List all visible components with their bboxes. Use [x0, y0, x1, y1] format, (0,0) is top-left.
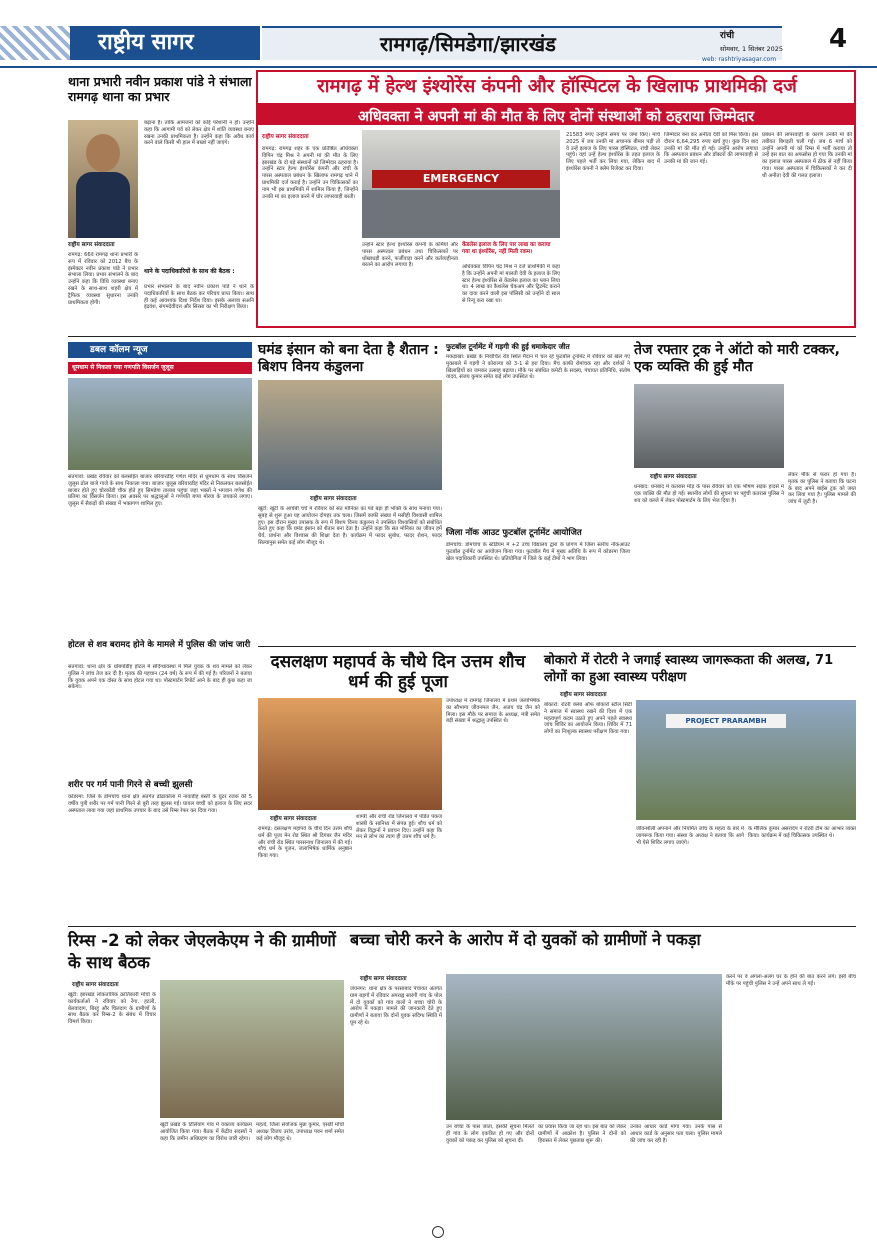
dc-story3-body: कोडरमा: जिले के डोमचांच थाना क्षेत्र अंतर्गत ढोढाकोला में नावाडीह बस्ती के घुटर रजक की 5 वर्षीय पुत्री शरीर पर गर्म पानी गिरने से बुरी तरह झुलस गई। घायल बच्ची को इलाज के लिए सदर अस्पताल लाया गया जहां प्राथमिक उपचार के बाद उसे रिम्स रेफर कर दिया गया। — [68, 794, 252, 814]
main-body-2: उन्होंने स्टार हेल्थ इंश्योरेंस कंपनी के कर्मियों और पारस अस्पताल प्रबंधन तथा चिकित्सकों पर धोखाधड़ी करने, फर्जीवाड़ा करने और कर्तव्यहीनता बरतने का आरोप लगाया है। — [362, 242, 458, 269]
double-column-label: डबल कॉलम न्यूज — [68, 342, 252, 358]
theft-body-3: का प्रयास किया जा रहा था। इस बात को लेकर ग्रामीणों में आक्रोश है। पुलिस ने दोनों को हिरासत में लेकर पूछताछ शुरू की। — [538, 1124, 626, 1144]
ganpati-photo — [68, 378, 252, 470]
bokaro-byline: राष्ट्रीय सागर संवाददाता — [560, 692, 607, 698]
jlkm-meeting-photo — [160, 980, 344, 1118]
jain-puja-photo — [258, 698, 442, 810]
dasalakshan-headline: दसलक्षण महापर्व के चौथे दिन उत्तम शौच धर्म की हुई पूजा — [270, 652, 526, 692]
villagers-photo — [446, 974, 722, 1120]
section-divider-3 — [68, 926, 856, 927]
truck-headline: तेज रफ्तार ट्रक ने ऑटो को मारी टक्कर, एक व्यक्ति की हुई मौत — [634, 342, 840, 375]
bishop-byline: राष्ट्रीय सागर संवाददाता — [310, 496, 357, 502]
main-body-6: प्रबंधन की लापरवाही के कारण उनकी मां की तबीयत बिगड़ती चली गई। जब 6 मार्च को उन्होंने अपनी मां को रिम्स में भर्ती कराया तो उन्हें इस बात का अफसोस हो गया कि उनकी मां का इलाज पारस अस्पताल में ठीक से नहीं किया गया। पारस अस्पताल में चिकित्सकों ने कर दी थी अनीता देवी की गलत इलाज। — [762, 132, 852, 179]
officer-photo — [68, 120, 138, 238]
theft-byline: राष्ट्रीय सागर संवाददाता — [360, 976, 407, 982]
bokaro-body-2: जीवनशैली अपनाने और नियमित जांच के महत्व के बारे में जागरूक किया गया। संस्था के अध्यक्ष ने बताया कि आगे भी ऐसे शिविर लगाए जाएंगे। — [636, 826, 744, 846]
side-story-headline: थाना प्रभारी नवीन प्रकाश पांडे ने संभाला रामगढ़ थाना का प्रभार — [68, 74, 252, 104]
dc-story1-headline: धूमधाम से निकला गया गणपति विसर्जन जुलूस — [68, 362, 252, 374]
side-story-body-1: रामगढ़: 66वें रामगढ़ थाना प्रभारी के रूप में रविवार को 2012 बैच के इंस्पेक्टर नवीन प्रकाश पांडे ने प्रभार संभाला लिया। प्रभार संभालने के बाद उन्होंने कहा कि विधि व्यवस्था बनाए रखने के साथ-साथ शहरी क्षेत्र में ट्रैफिक व्यवस्था सुधारना उनकी प्राथमिकता होगी। — [68, 252, 138, 306]
bishop-headline: घमंड इंसान को बना देता है शैतान : बिशप विनय कंडुलना — [258, 342, 439, 375]
truck-body-2: लेकर मौके से फरार हो गया है। मृतक का पुलिस ने बताया कि घटना के बाद अपने बाईस ट्रक को जब्त कर लिया गया है। पुलिस मामले की जांच में जुटी है। — [788, 472, 856, 506]
main-body-5: जिम्मेदार बना कर अनीता देवी को मिस किया। इस दौरान 6,64,295 रुपए खर्च हुए। कुछ दिन बाद उनकी मां की मौत हो गई। उन्होंने आरोप लगाया कि अस्पताल प्रबंधन और डॉक्टरों की लापरवाही से उनकी मां की जान गई। — [664, 132, 758, 166]
registration-mark — [432, 1226, 444, 1238]
football-headline: फुटबॉल टूर्नामेंट में गड़गी की हुई धमाकेदार जीत — [446, 342, 570, 351]
masthead-decoration — [0, 26, 80, 60]
page-number: 4 — [822, 24, 854, 60]
side-story-body-2: बढ़ाना है। ताकि आमजनों को कोई परेशानी न हो। उन्होंने कहा कि आगामी पर्व को लेकर क्षेत्र में शांति व्यवस्था बनाए रखना उनकी प्राथमिकता है। उन्होंने कहा कि अवैध कार्य करने वाले किसी भी हाल में बख्शे नहीं जाएंगे। — [144, 120, 254, 147]
theft-body-1: जयनगर: थाना क्षेत्र के परसाबाद पंचायत अंतर्गत ग्राम बड़गाँ में रविवार अपराह्न सारंगी गांव के पोल में दो युवकों को गांव वालों ने बच्चा चोरी के आरोप में पकड़ा। मामले की जानकारी देते हुए ग्रामीणों ने बताया कि दोनों युवक संदिग्ध स्थिति में घूम रहे थे। — [350, 986, 442, 1026]
football-body-1: मकड़ाखां: प्रखंड के निर्वाचित रोड स्थित मैदान में चल रहे फुटबॉल टूर्नामेंट में रविवार को खेले गए मुकाबले में गड़गी ने कोराल्या को 3-1 से हरा दिया। मैच काफी रोमांचक रहा और दर्शकों ने खिलाड़ियों का जमकर उत्साह बढ़ाया। मौके पर संबंधित कमेटी के सदस्य, पंचायत प्रतिनिधि, संतोष यादव, संजय कुमार समेत कई लोग उपस्थित थे। — [446, 354, 630, 381]
bokaro-headline: बोकारो में रोटरी ने जगाई स्वास्थ्य जागरूकता की अलख, 71 लोगों का हुआ स्वास्थ्य परीक्षण — [544, 653, 834, 685]
football-body-2: डोमचांच: डोमचांच के स्टेडियम में +2 उच्च विद्यालय द्वारा के प्रांगण में जिला स्तरीय नॉकआउट फुटबॉल टूर्नामेंट का आयोजन किया गया। फुटबॉल मैच में मुख्य अतिथि के रूप में कोडरमा जिला खेल पदाधिकारी उपस्थित थे। प्रतियोगिता में जिले के कई टीमों ने भाग लिया। — [446, 542, 630, 562]
dasalakshan-body-1: रामगढ़: दसलक्षण महापर्व के चौथे दिन उत्तम शौच धर्म की पूजा मेन रोड स्थित श्री दिगंबर जैन मंदिर और रांची रोड स्थित पारसनाथ जिनालय में की गई। शौच धर्म के पूजन, जलाभिषेक धार्मिक अनुष्ठान किया गया। — [258, 826, 352, 860]
rims-headline: रिम्स -2 को लेकर जेएलकेएम ने की ग्रामीणों के साथ बैठक — [68, 931, 336, 972]
rims-body-1: खूंटी: झारखंड लोकतांत्रिक क्रांतिकारी मोर्चा के कार्यकर्ताओं ने रविवार को रेंगा, हटली, बेलवादाग, बिरहू और चिलदाग के ग्रामीणों के साथ बैठक कर रिम्स-2 के संबंध में विचार विमर्श किया। — [68, 992, 156, 1026]
road-photo — [634, 384, 784, 468]
edition-city: रांची — [720, 31, 735, 41]
dasalakshan-body-3: उपाध्यक्ष में रामगढ़ जिनालय में प्रथम जलाभिषेक का सौभाग्य जीवनमल जैन, अजय चंद्र जैन को मिला। इस मौके पर समाज के अध्यक्ष, मंत्री समेत बड़ी संख्या में श्रद्धालु उपस्थित थे। — [446, 698, 540, 725]
newspaper-brand: राष्ट्रीय सागर — [70, 26, 260, 60]
dasalakshan-body-2: शाम्त्री और रांची रोड जिनालय में पंडित पंकज शास्त्री के सानिध्य में संपन्न हुई। शौच धर्म को लेकर विद्वानों ने प्रवचन दिए। उन्होंने कहा कि मन से लोभ का त्याग ही उत्तम शौच धर्म है। — [356, 814, 442, 841]
side-story-subhead: थाने के पदाधिकारियों के साथ की बैठक : — [144, 268, 235, 275]
main-photo-caption: केंडलेस इलाज के लिए पार लाख का कराया गया था इंश्योरेंस, नहीं मिली रकम। — [462, 242, 551, 255]
bokaro-body-3: के मौलिक कुमार असरादेप ने रोटरी टीम का आभार व्यक्त किया। कार्यक्रम में कई चिकित्सक उपस्थित थे। — [748, 826, 856, 839]
church-photo — [258, 380, 442, 490]
rotary-photo — [636, 700, 856, 820]
hospital-photo — [362, 130, 560, 238]
main-headline: रामगढ़ में हेल्थ इंश्योरेंस कंपनी और हॉस्पिटल के खिलाफ प्राथमिकी दर्ज — [317, 76, 797, 97]
side-story-body-3: प्रभार संभालने के बाद नवीन प्रकाश पांडे ने थाने के पदाधिकारियों के साथ बैठक कर परिचय प्राप्त किया। साथ ही कई आवश्यक दिशा निर्देश दिया। इसके अलावा सअनि इंद्रवंश, संगमदेवीदत्त और सिरसा का भी निरीक्षण किया। — [144, 284, 254, 311]
dasalakshan-byline: राष्ट्रीय सागर संवाददाता — [270, 816, 317, 822]
main-body-4: 21583 रुपए उन्होंने समय पर जमा किए। मार्च 2025 में जब उनकी मां अचानक बीमार पड़ीं तो वे उन्हें इलाज के लिए पारस हॉस्पिटल, रांची लेकर पहुंचे। वहां उन्हें हेल्थ इंश्योरेंस के तहत इलाज के लिए पहले भर्ती कर लिया गया, लेकिन बाद में इंश्योरेंस कंपनी ने क्लेम रिजेक्ट कर दिया। — [566, 132, 660, 172]
rotary-banner: PROJECT PRARAMBH — [666, 714, 786, 728]
theft-body-5: करने पर वे अंगला-अलग घर के होने की बात करने लगे। इसी बीच मौके पर पहुंची पुलिस ने उन्हें अपने साथ ले गई। — [726, 974, 856, 987]
theft-body-4: उनका आधार कार्ड मांगा गया। उनके पास से आधार कार्ड के अनुसार पता चला। पुलिस मामले की जांच कर रही है। — [630, 1124, 722, 1144]
truck-byline: राष्ट्रीय सागर संवाददाता — [650, 474, 697, 480]
truck-body-1: धनबाद: धनबाद में कतरास मोड़ के पास रविवार को एक भीषण सड़क हादसे में एक व्यक्ति की मौत हो गई। स्थानीय लोगों की सूचना पर पहुंची कतरास पुलिस ने शव को कब्जे में लेकर पोस्टमार्टम के लिए भेज दिया है। — [634, 484, 784, 504]
bokaro-body-1: बोकारो: रोटरी क्लब ऑफ बोकारो स्टील सिटी ने समाज में स्वास्थ्य रखने की दिशा में एक महत्वपूर्ण कदम उठाते हुए अपने पहले स्वास्थ्य जांच शिविर का आयोजन किया। शिविर में 71 लोगों का निःशुल्क स्वास्थ्य परीक्षण किया गया। — [544, 702, 632, 736]
rims-byline: राष्ट्रीय सागर संवाददाता — [72, 982, 119, 988]
masthead-divider — [0, 66, 877, 68]
main-body-3: अधिवक्ता विपिन चंद्र मिश्र ने दर्ज प्राथमिकी में कहा है कि उन्होंने अपनी मां मालती देवी के इलाज के लिए स्टार हेल्थ इंश्योरेंस से केंडलेस इलाज का प्लान लिया था। 4 लाख का कैशलेस चेकअप और ट्रिटमेंट कराने का दावा करने वाली इस पॉलिसी को उन्होंने दो साल से रिन्यू करा रखा था। — [462, 264, 560, 304]
main-byline: राष्ट्रीय सागर संवाददाता — [262, 134, 309, 140]
edition-cities: रामगढ़/सिमडेगा/झारखंड — [380, 32, 556, 56]
football-subheadline: जिला नॉक आउट फुटबॉल टूर्नामेंट आयोजित — [446, 528, 582, 538]
dc-story3-headline: शरीर पर गर्म पानी गिरने से बच्ची झुलसी — [68, 780, 193, 790]
dc-story2-body: सतगावां: थाना क्षेत्र के धोबपोडीह होटल में संदिग्धावस्था में मिले युवक के शव मामले को लेकर पुलिस ने जांच तेज कर दी है। मृतक की पहचान (24 वर्ष) के रूप में की गई है। परिजनों ने बताया कि युवक अपने एक दोस्त के साथ होटल गया था। पोस्टमार्टम रिपोर्ट आने के बाद ही कुछ कहा जा सकेगा। — [68, 664, 252, 691]
issue-date: सोमवार, 1 सितंबर 2025 — [720, 45, 784, 53]
main-body-1: रामगढ़: रामगढ़ शहर के एक प्रतिष्ठित अधिवक्ता विपिन चंद्र मिश्र ने अपनी मां की मौत के लिए झारखंड के दो बड़े संस्थानों को जिम्मेदार ठहराया है। उन्होंने स्टार हेल्थ इंश्योरेंस कंपनी और रांची के पारस अस्पताल प्रबंधन के खिलाफ रामगढ़ थाने में प्राथमिकी दर्ज कराई है। उन्होंने उन चिकित्सकों का नाम भी इस प्राथमिकी में शामिल किया है, जिन्होंने उनकी मां का इलाज करने में घोर लापरवाही बरती। — [262, 146, 358, 200]
dc-story2-headline: होटल से शव बरामद होने के मामले में पुलिस की जांच जारी — [68, 640, 251, 650]
emergency-sign: EMERGENCY — [372, 170, 550, 188]
section-divider-1 — [68, 336, 856, 337]
rims-body-2: खूंटी प्रखंड के टिलियांग गांव में वक्तव्य कार्यक्रम आयोजित किया गया। बैठक में केंद्रीय सदस्यों ने कहा कि जमीन अधिग्रहण का विरोध जारी रहेगा। — [160, 1122, 252, 1142]
main-subheadline: अधिवक्ता ने अपनी मां की मौत के लिए दोनों संस्थाओं को ठहराया जिम्मेदार — [357, 109, 755, 125]
side-story-byline: राष्ट्रीय सागर संवाददाता — [68, 242, 115, 248]
section-divider-2 — [258, 646, 856, 647]
bishop-body: खूंटी: खूंटी के आर्चबी चर्च में रविवार को संत मोनिका का पर्व बड़ा ही भक्ति के साथ मनाया गया। सुबह से शुरू हुआ यह आयोजन दोपहर तक चला। जिसमें काफी संख्या में मसीही विश्वासी शामिल हुए। इस दौरान मुख्य उपासक के रूप में बिशप विनय कंडुलना ने उपस्थित विश्वासियों को संबोधित करते हुए कहा कि घमंड इंसान को शैतान बना देता है। उन्होंने कहा कि संत मोनिका का जीवन हमें धैर्य, प्रार्थना और विश्वास की शिक्षा देता है। कार्यक्रम में फादर सुबोध, फादर रोशन, फादर सिल्वानुस समेत कई लोग मौजूद थे। — [258, 506, 442, 546]
rims-body-3: महतो, जिला संयोजक मुन्ना कुमार, एसडी मोर्चा अध्यक्ष विजय उरांव, उपाध्यक्ष पवन शर्मा समेत कई लोग मौजूद थे। — [256, 1122, 344, 1142]
website-link[interactable]: web: rashtriyasagar.com — [702, 56, 777, 63]
theft-headline: बच्चा चोरी करने के आरोप में दो युवकों को ग्रामीणों ने पकड़ा — [350, 930, 701, 949]
dc-story1-body: सतगावां: प्रखंड रविवार को बलसोईत बाजार बरियारडीह गणेश मंदिर से धूमधाम के साथ विसर्जन जुलूस ढोल बाजे गाजे के साथ निकाला गया। बाजार जुलूस बरियारडीह मंदिर से निकलकर बलसोईत बाजार होते हुए चोरकोंडी चौक होते हुए सिमडेगा तालाब पहुंचा जहां भक्तों ने भगवान गणेश की प्रतिमा का विसर्जन किया। इस अवसर पर श्रद्धालुओं ने गणपति बप्पा मोरया के जयकारे लगाए। जुलूस में सैकड़ों की संख्या में भक्तगण शामिल हुए। — [68, 474, 252, 508]
theft-body-2: उन बच्चा के पास जाता, इसकी सूचना मिलते ही गांव के लोग एकत्रित हो गए और दोनों युवकों को पकड़ कर पुलिस को सूचना दी। — [446, 1124, 534, 1144]
